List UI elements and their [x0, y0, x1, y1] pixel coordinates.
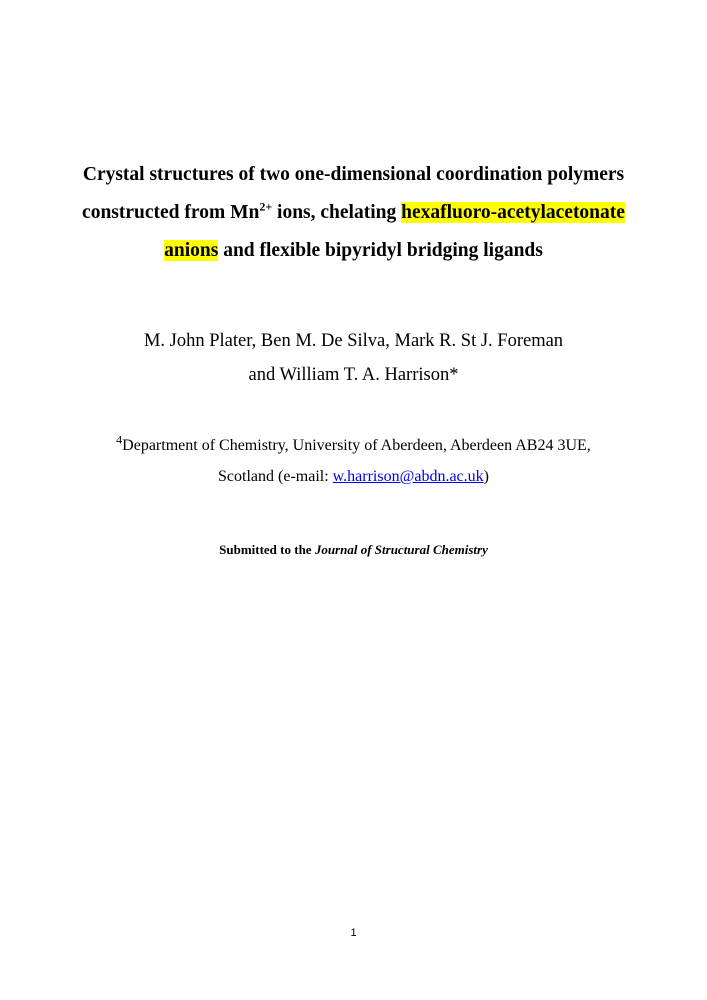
journal-name: Journal of Structural Chemistry [314, 542, 488, 557]
submission-note [40, 540, 667, 560]
affiliation-line-2-part-b: ) [483, 468, 489, 485]
title-superscript: 2+ [259, 199, 273, 214]
title-line-3-rest: and flexible bipyridyl bridging ligands [218, 240, 543, 261]
submission-prefix: Submitted to the [219, 542, 315, 557]
author-list [40, 324, 667, 392]
affiliation-marker: 4 [116, 432, 123, 447]
title-line-1: Crystal structures of two one-dimensional coordination polymers [82, 164, 625, 185]
title-line-2-part-b: ions, chelating [272, 202, 402, 223]
affiliation-line-2-part-a: Scotland (e-mail: [218, 468, 333, 485]
paper-title [40, 156, 667, 270]
authors-line-2: and William T. A. Harrison* [248, 365, 459, 385]
email-link[interactable]: w.harrison@abdn.ac.uk [332, 468, 484, 485]
title-line-2-part-a: constructed from Mn [82, 202, 260, 223]
title-highlight-anions: anions [164, 240, 219, 261]
authors-line-1: M. John Plater, Ben M. De Silva, Mark R. St J. Foreman [143, 331, 564, 351]
page-number: 1 [350, 927, 357, 939]
affiliation [40, 430, 667, 492]
title-highlight-hexafluoro: hexafluoro-acetylacetonate [401, 202, 625, 223]
affiliation-line-1: Department of Chemistry, University of Aberdeen, Aberdeen AB24 3UE, [122, 437, 591, 454]
